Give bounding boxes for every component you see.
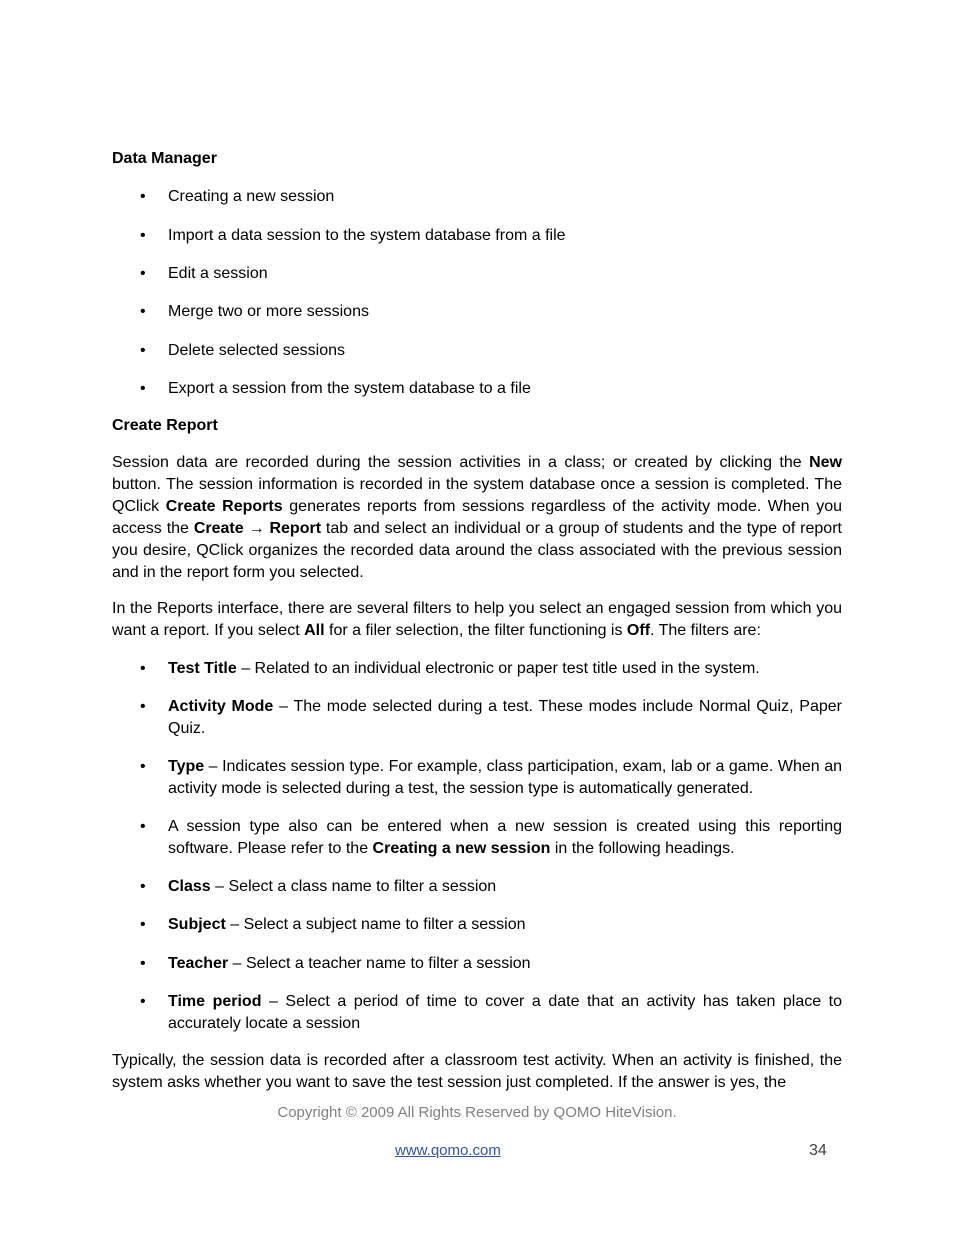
bullet-icon: •	[140, 303, 146, 320]
section-heading-data-manager: Data Manager	[112, 150, 217, 167]
paragraph-session-data: Session data are recorded during the session activities in a class; or created by clicking the New button. The session information is recorded in the system database once a session is completed. The QClick Create Reports generates reports from sessions regardless of the activity mode. When you access the Create → Report tab and select an individual or a group of students and the type of report you desire, QClick organizes the recorded data around the class associated with the previous session and in the report form you selected.	[112, 454, 843, 581]
paragraph-typically: Typically, the session data is recorded after a classroom test activity. When an activity is finished, the system asks whether you want to save the test session just completed. If the answer is yes, the	[112, 1052, 842, 1091]
bullet-icon: •	[140, 342, 146, 359]
bullet-icon: •	[140, 380, 146, 397]
section-heading-create-report: Create Report	[112, 417, 218, 434]
bullet-icon: •	[140, 878, 146, 895]
bullet-icon: •	[140, 758, 146, 775]
bullet-icon: •	[140, 955, 146, 972]
footer-copyright: Copyright © 2009 All Rights Reserved by QOMO HiteVision.	[277, 1104, 677, 1121]
right-arrow-icon: →	[248, 520, 265, 537]
bullet-icon: •	[140, 660, 146, 677]
bullet-icon: •	[140, 818, 146, 835]
paragraph-reports-interface: In the Reports interface, there are several filters to help you select an engaged session from which you want a report. If you select All for a filer selection, the filter functioning is Off. The filters are:	[112, 600, 842, 639]
bullet-icon: •	[140, 698, 146, 715]
bullet-icon: •	[140, 188, 146, 205]
bullet-icon: •	[140, 993, 146, 1010]
bullet-icon: •	[140, 265, 146, 282]
footer-website-link[interactable]: www.qomo.com	[395, 1142, 501, 1159]
bullet-icon: •	[140, 916, 146, 933]
page-number: 34	[809, 1142, 827, 1159]
bullet-icon: •	[140, 227, 146, 244]
